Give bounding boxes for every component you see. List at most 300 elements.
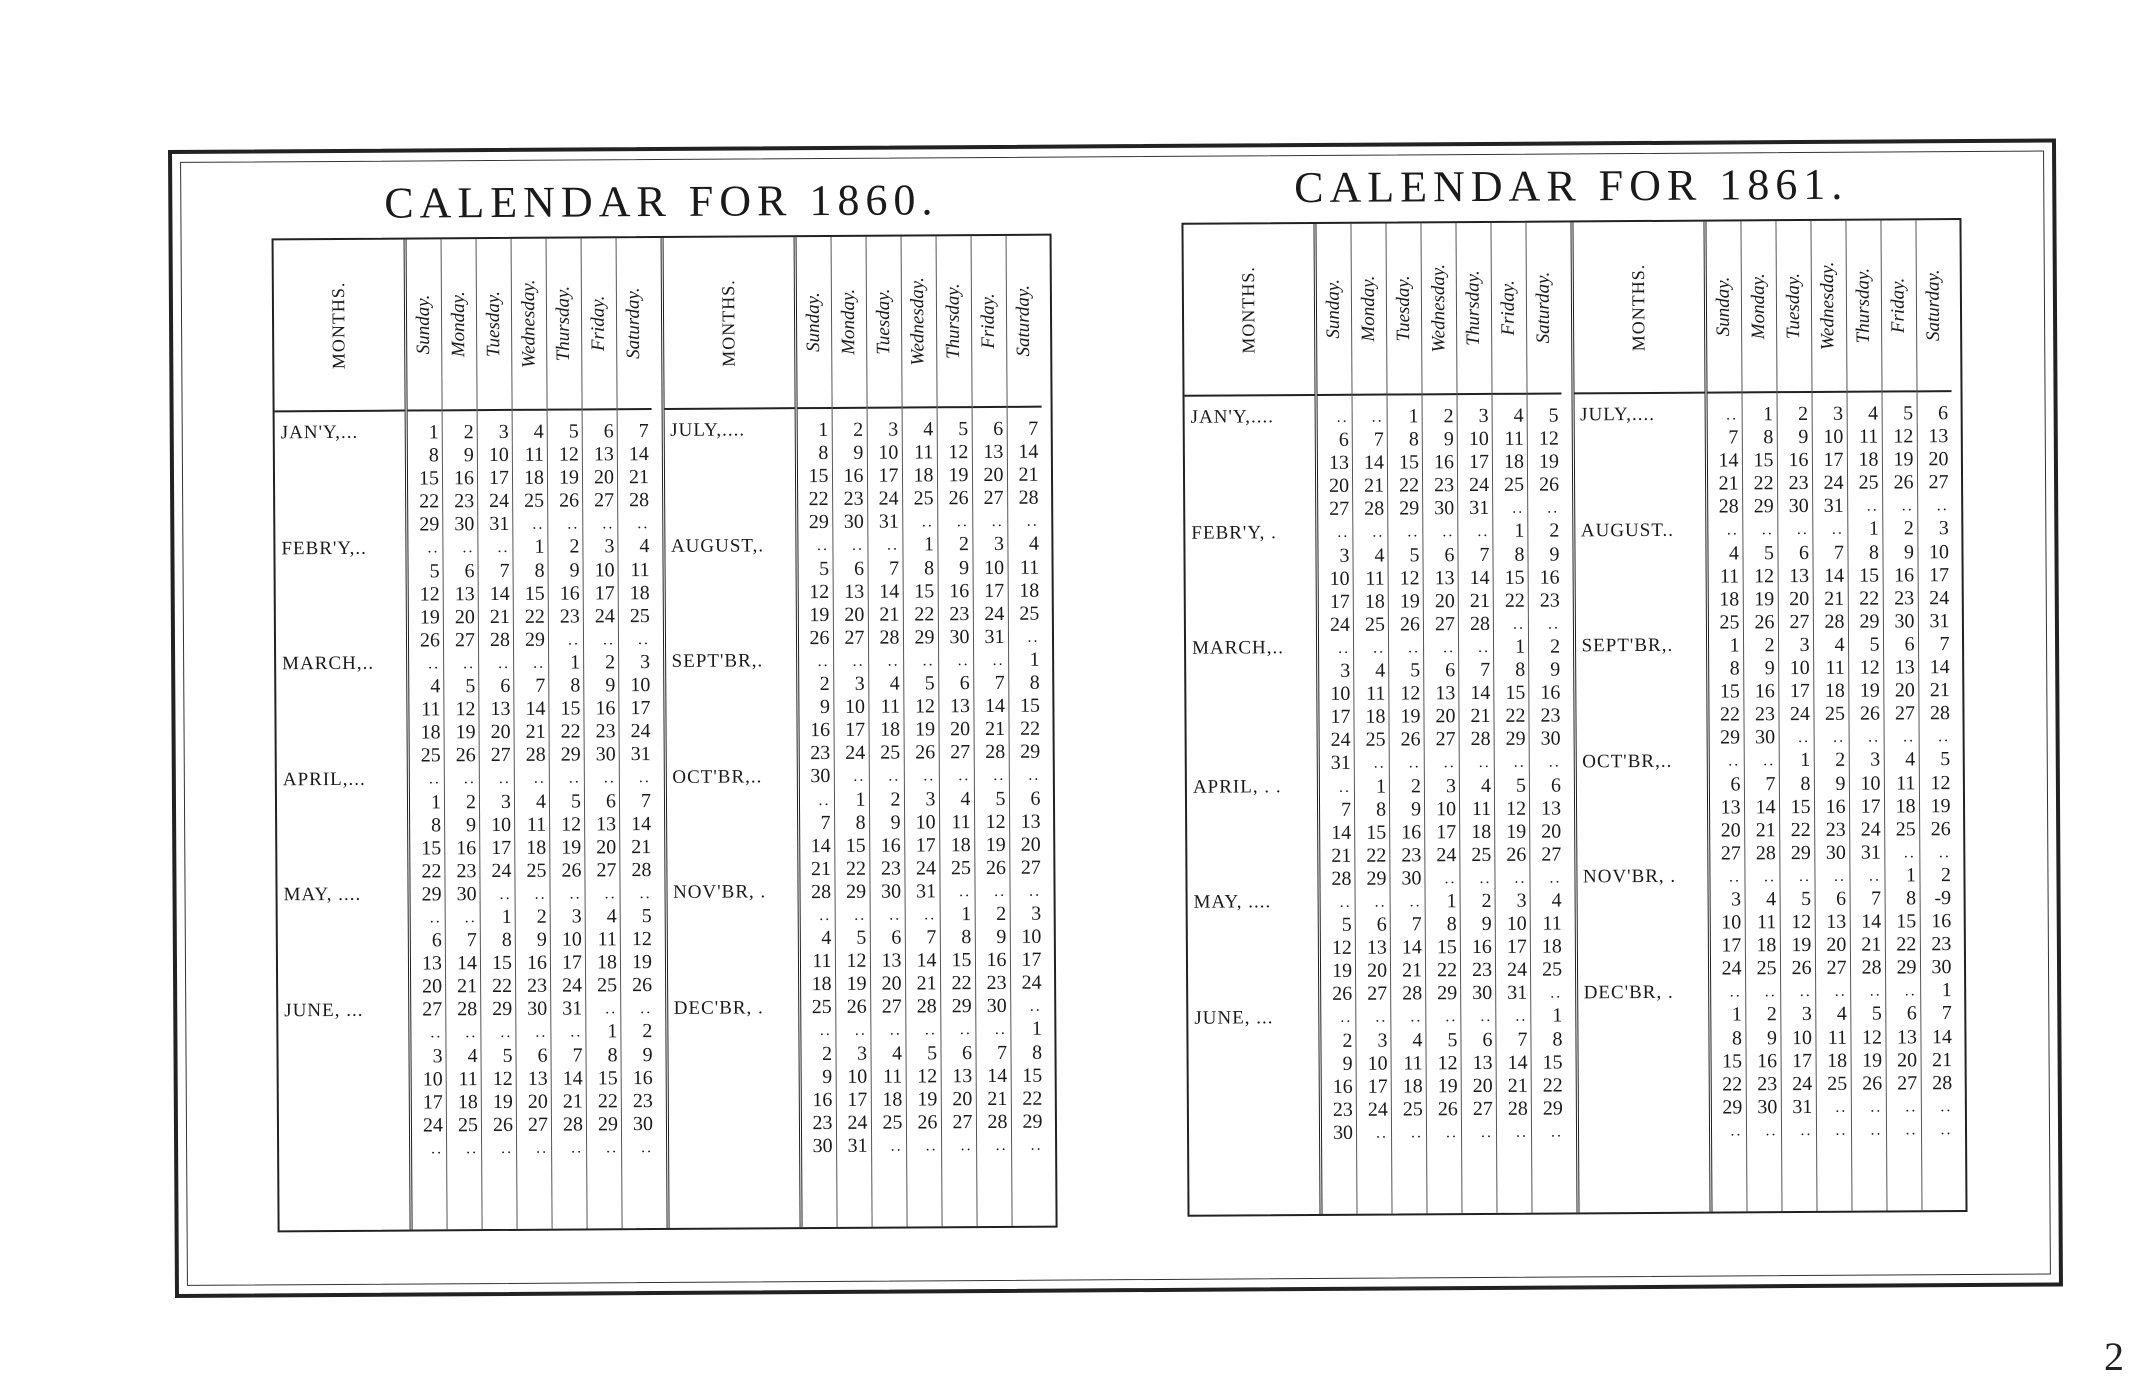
- date-cell: 27: [1826, 957, 1847, 980]
- months-body: [1185, 396, 1320, 1215]
- date-cell: 22: [419, 490, 440, 513]
- date-cell: 13: [1328, 451, 1350, 475]
- date-cell: ..: [641, 1138, 654, 1157]
- date-cell: 22: [845, 857, 866, 880]
- date-cell: 1: [1031, 1018, 1042, 1041]
- date-cell: 10: [983, 556, 1005, 579]
- day-header: [1351, 224, 1386, 396]
- date-cell: 23: [1540, 704, 1561, 727]
- date-cell: 25: [811, 996, 832, 1019]
- date-cell: 21: [1507, 1074, 1528, 1097]
- date-cell: 28: [1824, 610, 1845, 633]
- date-cell: 14: [879, 580, 900, 603]
- day-header-label: Wednesday.: [517, 279, 540, 369]
- date-cell: 30: [456, 883, 477, 906]
- date-cell: 22: [1722, 1073, 1743, 1096]
- date-cell: 1: [1514, 635, 1526, 658]
- date-cell: 31: [1929, 609, 1950, 633]
- date-cell: ..: [1796, 521, 1809, 539]
- date-cell: 24: [1469, 474, 1490, 497]
- date-cell: 7: [499, 559, 510, 582]
- date-cell: 6: [1730, 772, 1741, 795]
- date-cell: 25: [1756, 957, 1777, 980]
- day-column: [582, 238, 623, 1228]
- date-cell: ..: [1338, 778, 1351, 796]
- date-cell: 17: [1468, 451, 1489, 474]
- date-cell: 16: [456, 836, 477, 859]
- date-cell: 11: [1825, 656, 1845, 679]
- date-cell: ..: [1408, 639, 1421, 657]
- date-cell: 25: [1402, 1098, 1423, 1121]
- date-cell: 5: [819, 557, 830, 580]
- date-cell: 9: [1798, 426, 1809, 449]
- date-cell: 6: [537, 1044, 548, 1067]
- date-cell: 3: [925, 787, 936, 810]
- date-cell: 16: [986, 949, 1007, 972]
- date-cell: 25: [1895, 818, 1916, 841]
- date-cell: 18: [1827, 1049, 1848, 1072]
- date-cell: 4: [1728, 541, 1740, 565]
- date-cell: 28: [562, 1113, 584, 1136]
- date-cell: 19: [948, 464, 969, 487]
- date-cell: 24: [1506, 958, 1528, 982]
- day-column-body: [1423, 395, 1462, 1213]
- date-cell: ..: [1835, 1098, 1848, 1116]
- date-cell: 29: [1437, 982, 1458, 1005]
- date-cell: 21: [1718, 472, 1739, 495]
- month-label: DEC'BR, .: [1583, 981, 1674, 1003]
- day-column-body: [1528, 394, 1567, 1212]
- date-cell: 20: [881, 972, 902, 995]
- date-cell: 18: [420, 721, 441, 744]
- date-cell: 14: [628, 443, 649, 466]
- date-cell: 28: [987, 1110, 1008, 1133]
- day-column-body: [443, 411, 482, 1229]
- date-cell: 12: [846, 949, 867, 973]
- date-cell: 11: [880, 695, 900, 718]
- date-cell: 25: [1019, 602, 1040, 625]
- date-cell: 5: [1409, 543, 1420, 566]
- date-cell: 7: [994, 671, 1005, 694]
- date-cell: ..: [960, 1137, 973, 1155]
- date-cell: 8: [428, 444, 439, 467]
- date-cell: 7: [996, 1041, 1008, 1064]
- date-cell: 15: [1398, 451, 1419, 474]
- date-cell: 23: [456, 859, 477, 883]
- date-cell: 2: [1835, 749, 1846, 772]
- date-cell: 18: [457, 1090, 478, 1113]
- date-cell: 5: [924, 672, 935, 695]
- date-cell: 18: [1503, 450, 1524, 474]
- date-cell: 23: [559, 605, 580, 628]
- date-cell: 21: [1932, 1048, 1953, 1071]
- date-cell: 29: [524, 628, 546, 651]
- date-cell: ..: [1903, 728, 1916, 746]
- date-cell: 12: [492, 1067, 513, 1090]
- date-cell: 2: [890, 788, 901, 811]
- date-cell: 6: [603, 420, 614, 443]
- day-header-label: Sunday.: [802, 292, 824, 352]
- month-label: AUGUST..: [1580, 519, 1675, 541]
- date-cell: 29: [951, 995, 972, 1018]
- date-cell: 14: [916, 949, 937, 972]
- date-cell: 16: [1757, 1049, 1778, 1072]
- date-cell: 4: [1868, 402, 1879, 425]
- date-cell: 4: [1480, 774, 1491, 797]
- date-cell: ..: [1730, 1122, 1743, 1140]
- date-cell: 8: [855, 811, 866, 834]
- date-cell: 27: [1435, 728, 1456, 751]
- date-cell: ..: [1372, 524, 1385, 542]
- date-cell: 16: [1433, 451, 1454, 474]
- date-cell: ..: [605, 1000, 618, 1018]
- date-cell: 4: [1028, 533, 1039, 556]
- date-cell: 1: [1731, 1003, 1742, 1026]
- date-cell: ..: [463, 770, 476, 788]
- date-cell: 17: [915, 834, 936, 857]
- date-cell: 14: [1507, 1051, 1528, 1074]
- date-cell: 18: [629, 581, 650, 604]
- date-cell: 14: [1929, 656, 1950, 679]
- day-header: [1741, 221, 1776, 393]
- date-cell: 24: [1823, 472, 1844, 495]
- date-cell: 5: [1869, 633, 1880, 656]
- date-cell: 16: [1825, 795, 1846, 818]
- months-header-label: MONTHS.: [1238, 265, 1259, 354]
- date-cell: 3: [1731, 888, 1742, 911]
- date-cell: ..: [533, 770, 546, 788]
- date-cell: 10: [844, 695, 865, 719]
- date-cell: 19: [1862, 1049, 1883, 1072]
- date-cell: 18: [882, 1088, 903, 1111]
- date-cell: 21: [1824, 587, 1845, 610]
- date-cell: 7: [572, 1044, 583, 1067]
- day-header: [1776, 221, 1811, 393]
- date-cell: 11: [1858, 425, 1879, 448]
- date-cell: 5: [1763, 541, 1775, 564]
- date-cell: 19: [492, 1090, 513, 1113]
- date-cell: 29: [1505, 728, 1526, 751]
- months-header-label: MONTHS.: [328, 281, 349, 369]
- day-header-label: Wednesday.: [907, 277, 929, 366]
- date-cell: ..: [817, 652, 830, 670]
- date-cell: 13: [1434, 566, 1455, 589]
- date-cell: ..: [1480, 1123, 1494, 1141]
- date-cell: 20: [952, 1087, 973, 1110]
- date-cell: 15: [421, 837, 442, 860]
- date-cell: 24: [422, 1114, 444, 1137]
- date-cell: 27: [952, 1110, 973, 1134]
- date-cell: 13: [1366, 936, 1387, 959]
- date-cell: 30: [1332, 1121, 1354, 1144]
- date-cell: 18: [1402, 1075, 1423, 1098]
- date-cell: 1: [1446, 890, 1457, 913]
- date-cell: 10: [594, 558, 615, 581]
- date-cell: 25: [882, 1111, 903, 1134]
- date-cell: 26: [985, 856, 1006, 879]
- date-cell: 9: [1835, 772, 1846, 795]
- date-cell: 20: [1720, 819, 1741, 842]
- day-column: [617, 238, 657, 1228]
- date-cell: ..: [1798, 729, 1811, 747]
- calendar-half: [1570, 220, 1966, 1212]
- date-cell: 6: [1798, 541, 1810, 564]
- date-cell: 6: [1444, 543, 1455, 566]
- date-cell: 12: [1754, 564, 1775, 587]
- day-column-body: [513, 411, 552, 1229]
- date-cell: 27: [1329, 498, 1350, 521]
- date-cell: ..: [819, 906, 832, 925]
- date-cell: 7: [889, 557, 900, 580]
- date-cell: 30: [632, 1112, 654, 1135]
- date-cell: ..: [1870, 1098, 1883, 1116]
- months-body: [664, 409, 799, 1228]
- date-cell: 27: [1020, 856, 1041, 879]
- date-cell: 28: [1929, 702, 1951, 725]
- date-cell: ..: [430, 1024, 443, 1042]
- day-header-label: Sunday.: [1712, 276, 1734, 337]
- date-cell: ..: [639, 884, 652, 903]
- date-cell: 26: [561, 859, 582, 882]
- date-cell: 20: [1541, 820, 1562, 843]
- date-cell: 20: [1789, 587, 1810, 610]
- date-cell: 26: [455, 744, 476, 767]
- date-cell: 12: [1399, 567, 1420, 590]
- months-header: [274, 240, 405, 413]
- date-cell: 27: [1928, 471, 1949, 494]
- date-cell: ..: [534, 885, 547, 903]
- date-cell: 29: [1022, 1110, 1043, 1133]
- date-cell: 3: [1801, 1003, 1812, 1026]
- date-cell: ..: [1905, 1098, 1918, 1116]
- date-cell: 6: [1338, 428, 1349, 451]
- date-cell: 7: [1479, 543, 1490, 566]
- day-column-body: [972, 408, 1011, 1226]
- day-column-body: [1707, 393, 1746, 1211]
- date-cell: ..: [431, 1140, 444, 1158]
- date-cell: 19: [1893, 448, 1914, 471]
- date-cell: ..: [464, 909, 477, 927]
- date-cell: 27: [596, 859, 617, 882]
- date-cell: ..: [854, 1022, 867, 1040]
- date-cell: ..: [568, 769, 581, 787]
- date-cell: 12: [455, 698, 476, 721]
- date-cell: ..: [1764, 983, 1777, 1001]
- day-column: [407, 239, 448, 1229]
- date-cell: 16: [1401, 821, 1422, 844]
- date-cell: 17: [491, 836, 512, 859]
- date-cell: 15: [1436, 936, 1457, 959]
- date-cell: ..: [640, 1000, 653, 1018]
- date-cell: 18: [1719, 588, 1740, 611]
- date-cell: 8: [1906, 887, 1917, 910]
- date-cell: 15: [951, 949, 972, 972]
- day-header-label: Sunday.: [1322, 278, 1345, 339]
- date-cell: 12: [914, 695, 935, 718]
- date-cell: 27: [490, 744, 511, 767]
- date-cell: 29: [1896, 956, 1917, 979]
- date-cell: ..: [1515, 1123, 1529, 1141]
- date-cell: 3: [604, 535, 615, 558]
- date-cell: 9: [958, 556, 970, 579]
- date-cell: 27: [1472, 1097, 1493, 1120]
- date-cell: 2: [821, 1042, 833, 1065]
- date-cell: ..: [1726, 406, 1739, 424]
- date-cell: 30: [1472, 982, 1493, 1005]
- date-cell: ..: [1028, 882, 1042, 900]
- months-column: [1573, 222, 1712, 1213]
- date-cell: 22: [1504, 589, 1525, 612]
- date-cell: 27: [1789, 610, 1810, 633]
- date-cell: 30: [843, 511, 864, 534]
- date-cell: 3: [1870, 748, 1881, 772]
- date-cell: 29: [597, 1113, 619, 1136]
- date-cell: 14: [1470, 682, 1491, 705]
- date-cell: 25: [1827, 1072, 1848, 1095]
- date-cell: ..: [819, 1022, 832, 1040]
- date-cell: 1: [923, 533, 934, 556]
- date-cell: 8: [1408, 428, 1419, 451]
- day-header: [901, 236, 936, 408]
- date-cell: 5: [1903, 402, 1914, 425]
- date-cell: 20: [983, 464, 1004, 487]
- date-cell: 2: [1410, 774, 1421, 797]
- date-cell: 27: [1541, 843, 1562, 866]
- date-cell: 28: [916, 995, 937, 1018]
- date-cell: ..: [1442, 523, 1455, 541]
- date-cell: 16: [453, 467, 475, 490]
- date-cell: 15: [1753, 449, 1774, 472]
- day-column-body: [618, 410, 657, 1228]
- day-column: [1526, 222, 1566, 1212]
- date-cell: 28: [1469, 612, 1490, 635]
- month-label: MARCH,..: [282, 652, 375, 675]
- date-cell: 29: [845, 880, 867, 903]
- date-cell: 7: [926, 926, 937, 949]
- date-cell: 3: [888, 418, 899, 441]
- date-cell: 26: [1437, 1097, 1458, 1121]
- day-column: [1881, 220, 1922, 1210]
- date-cell: 5: [570, 789, 582, 813]
- date-cell: ..: [1029, 998, 1042, 1016]
- date-cell: 14: [810, 834, 831, 857]
- date-cell: ..: [1514, 869, 1527, 887]
- date-cell: 1: [1029, 648, 1040, 671]
- date-cell: 6: [1030, 787, 1041, 810]
- date-cell: 20: [1894, 679, 1915, 702]
- date-cell: 16: [1332, 1075, 1353, 1098]
- date-cell: ..: [532, 516, 545, 534]
- date-cell: 18: [950, 833, 971, 856]
- date-cell: 8: [818, 442, 829, 465]
- date-cell: 4: [1836, 1003, 1847, 1026]
- day-column-body: [408, 411, 447, 1229]
- date-cell: 31: [562, 997, 583, 1020]
- date-cell: 1: [607, 1020, 618, 1043]
- date-cell: 8: [570, 674, 581, 697]
- date-cell: 30: [1788, 495, 1809, 518]
- date-cell: 2: [853, 418, 864, 441]
- date-cell: 1: [961, 903, 972, 926]
- date-cell: 6: [891, 926, 902, 949]
- date-cell: 2: [1549, 519, 1560, 543]
- date-cell: 26: [1539, 473, 1560, 496]
- date-cell: 6: [1445, 659, 1456, 682]
- month-label: MAY, ....: [283, 883, 362, 906]
- date-cell: 5: [568, 420, 579, 443]
- date-cell: 1: [1868, 518, 1879, 541]
- date-cell: 28: [1364, 497, 1385, 521]
- date-cell: 18: [523, 466, 545, 490]
- date-cell: 21: [1470, 705, 1491, 728]
- date-cell: 25: [1858, 471, 1879, 494]
- date-cell: 18: [1858, 448, 1879, 471]
- date-cell: 4: [1905, 748, 1916, 771]
- months-column: [274, 240, 413, 1231]
- date-cell: 26: [917, 1111, 938, 1134]
- day-column: [547, 238, 588, 1228]
- date-cell: 14: [1861, 910, 1882, 933]
- day-column-body: [1353, 396, 1392, 1214]
- date-cell: ..: [1340, 1009, 1353, 1027]
- date-cell: 17: [1929, 563, 1950, 586]
- date-cell: ..: [1408, 754, 1421, 772]
- date-cell: 1: [428, 421, 439, 444]
- date-cell: 24: [1367, 1098, 1388, 1121]
- month-label: NOV'BR, .: [1582, 865, 1677, 888]
- date-cell: 4: [960, 787, 971, 810]
- date-cell: 7: [1411, 913, 1422, 936]
- calendar-title: CALENDAR FOR 1860.: [384, 175, 939, 228]
- date-cell: 1: [430, 790, 442, 813]
- date-cell: ..: [957, 652, 970, 670]
- months-header: [1573, 222, 1704, 395]
- date-cell: 18: [596, 951, 618, 974]
- date-cell: 22: [524, 605, 545, 628]
- date-cell: 4: [639, 535, 650, 558]
- date-cell: ..: [497, 539, 510, 557]
- date-cell: ..: [1375, 1124, 1389, 1142]
- date-cell: 19: [1538, 450, 1559, 473]
- date-cell: 9: [463, 444, 474, 467]
- date-cell: 26: [1400, 728, 1421, 751]
- date-cell: 4: [1374, 544, 1385, 567]
- date-cell: 9: [1550, 658, 1561, 681]
- date-cell: 28: [457, 998, 478, 1021]
- date-cell: ..: [1940, 1097, 1953, 1116]
- date-cell: ..: [1371, 408, 1384, 426]
- date-cell: 8: [1729, 657, 1740, 680]
- date-cell: 12: [561, 813, 582, 836]
- date-cell: 21: [1331, 844, 1352, 867]
- date-cell: 26: [1332, 983, 1353, 1006]
- date-cell: 6: [464, 559, 475, 582]
- date-cell: 15: [1790, 795, 1811, 818]
- date-cell: 14: [984, 695, 1005, 718]
- date-cell: ..: [991, 513, 1004, 531]
- date-cell: 28: [1018, 486, 1039, 510]
- date-cell: 27: [594, 489, 615, 512]
- date-cell: 28: [879, 626, 900, 649]
- date-cell: 23: [595, 720, 616, 743]
- date-cell: 17: [422, 1091, 443, 1114]
- day-column-body: [1318, 396, 1357, 1214]
- date-cell: 18: [811, 973, 832, 996]
- date-cell: 17: [488, 467, 510, 490]
- date-cell: 2: [819, 672, 830, 696]
- day-header: [1421, 223, 1456, 395]
- date-cell: ..: [816, 537, 829, 555]
